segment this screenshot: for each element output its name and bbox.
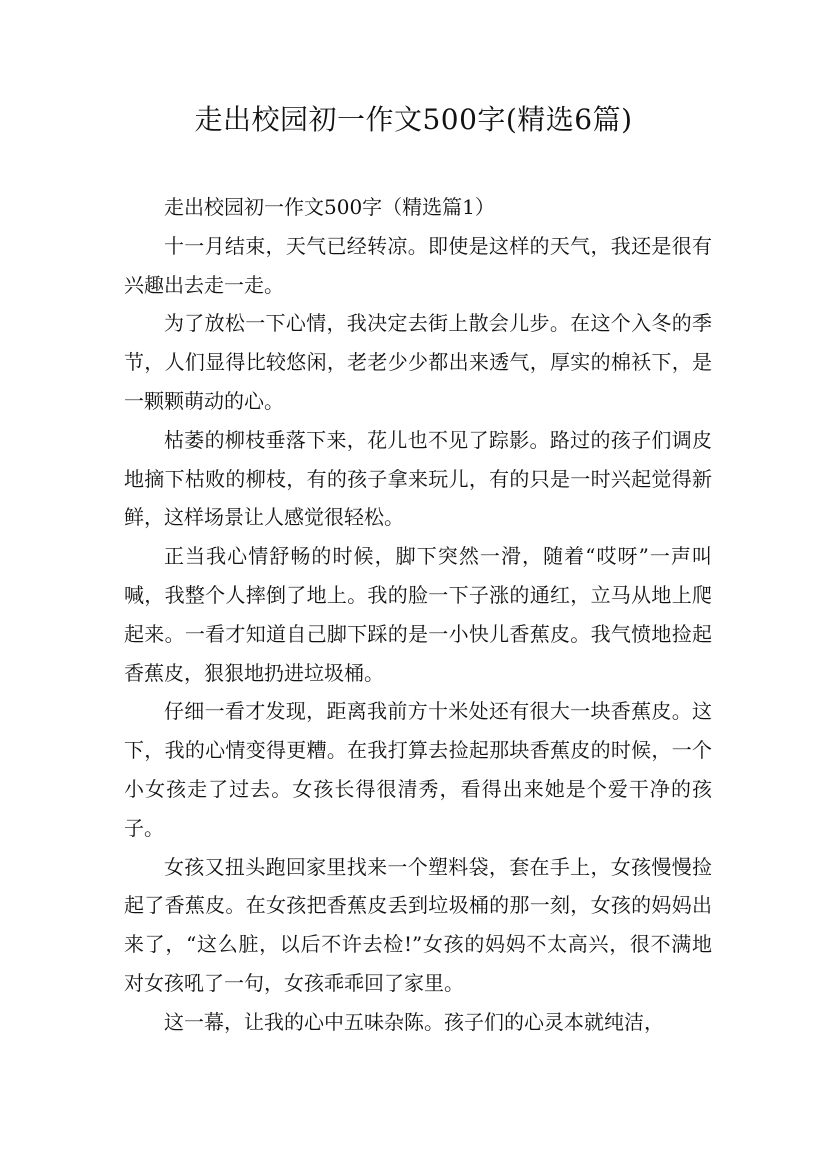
document-body [124, 188, 712, 1042]
paragraph: 这一幕，让我的心中五味杂陈。孩子们的心灵本就纯洁， [164, 1009, 664, 1034]
paragraph: 正当我心情舒畅的时候，脚下突然一滑，随着“哎呀”一声叫喊，我整个人摔倒了地上。我的脸一下子涨的通红，立马从地上爬起来。一看才知道自己脚下踩的是一小快儿香蕉皮。我气愤地捡起香蕉皮，狠狠地扔进垃圾桶。 [124, 544, 712, 685]
paragraph: 女孩又扭头跑回家里找来一个塑料袋，套在手上，女孩慢慢捡起了香蕉皮。在女孩把香蕉皮丢到垃圾桶的那一刻，女孩的妈妈出来了，“这么脏，以后不许去检!”女孩的妈妈不太高兴，很不满地对女孩吼了一句，女孩乖乖回了家里。 [124, 854, 712, 995]
paragraph-subtitle: 走出校园初一作文500字（精选篇1） [164, 195, 495, 219]
paragraph: 仔细一看才发现，距离我前方十米处还有很大一块香蕉皮。这下，我的心情变得更糟。在我打算去捡起那块香蕉皮的时候，一个小女孩走了过去。女孩长得很清秀，看得出来她是个爱干净的孩子。 [124, 699, 712, 840]
paragraph: 为了放松一下心情，我决定去街上散会儿步。在这个入冬的季节，人们显得比较悠闲，老老少少都出来透气，厚实的棉袄下，是一颗颗萌动的心。 [124, 311, 712, 413]
paragraph: 枯萎的柳枝垂落下来，花儿也不见了踪影。路过的孩子们调皮地摘下枯败的柳枝，有的孩子拿来玩儿，有的只是一时兴起觉得新鲜，这样场景让人感觉很轻松。 [124, 427, 712, 530]
paragraph: 十一月结束，天气已经转凉。即使是这样的天气，我还是很有兴趣出去走一走。 [124, 233, 712, 297]
document-title: 走出校园初一作文500字(精选6篇) [194, 103, 633, 136]
